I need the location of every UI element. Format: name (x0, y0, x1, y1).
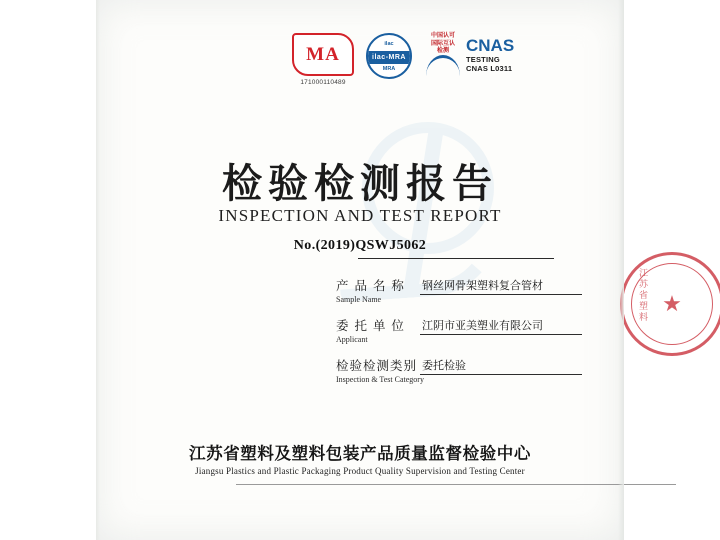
ilac-mra-mark (366, 33, 412, 79)
field-value-sample-name: 钢丝网骨架塑料复合管材 (422, 279, 543, 292)
field-row-category (336, 356, 586, 396)
cnas-testing-label: TESTING (466, 55, 500, 64)
field-list (336, 276, 586, 396)
accreditation-marks (292, 33, 532, 103)
field-label-en: Sample Name (336, 295, 382, 304)
field-row-sample-name (336, 276, 586, 316)
ilac-top-text: ilac (384, 41, 394, 47)
cnas-mark (424, 33, 514, 77)
field-row-applicant (336, 316, 586, 356)
footer-divider (236, 484, 676, 485)
page-title-cn: 检验检测报告 (222, 161, 498, 207)
field-label-en: Applicant (336, 335, 368, 344)
ilac-mra-icon (366, 33, 412, 79)
issuer-name-en: Jiangsu Plastics and Plastic Packaging Product Quality Supervision and Testing Center (195, 466, 525, 476)
ilac-band (366, 51, 412, 64)
field-underline (420, 294, 582, 295)
seal-text: 江苏省塑料 (639, 269, 650, 323)
ilac-bottom-text: MRA (382, 66, 396, 72)
field-label-cn: 产 品 名 称 (336, 278, 405, 293)
field-label-cn: 检验检测类别 (336, 358, 418, 373)
cnas-registration-number: CNAS L0311 (466, 64, 513, 73)
cnas-cn-line3: 检测 (436, 48, 449, 54)
field-label-cn: 委 托 单 位 (336, 318, 405, 333)
ma-label: MA (306, 44, 340, 65)
cnas-cn-line2: 国际互认 (430, 40, 455, 47)
ilac-band-text: ilac-MRA (372, 54, 406, 61)
ma-code: 171000110489 (300, 79, 346, 86)
page-title-en: INSPECTION AND TEST REPORT (218, 206, 502, 225)
field-value-category: 委托检验 (422, 359, 466, 372)
report-number-underline (358, 258, 554, 259)
cnas-symbol-icon (424, 33, 462, 77)
field-label-applicant (336, 316, 420, 344)
field-underline (420, 334, 582, 335)
field-underline (420, 374, 582, 375)
cnas-text-block (466, 37, 514, 73)
issuer-name-cn: 江苏省塑料及塑料包装产品质量监督检验中心 (189, 444, 531, 463)
field-label-sample-name (336, 276, 420, 304)
ma-mark (292, 33, 354, 86)
field-label-en: Inspection & Test Category (336, 375, 424, 384)
cnas-swoosh-icon (426, 55, 460, 76)
field-value-applicant: 江阴市亚美塑业有限公司 (422, 319, 543, 332)
ma-badge-icon (292, 33, 354, 76)
cnas-wordmark: CNAS (466, 36, 515, 55)
report-number: No.(2019)QSWJ5062 (293, 238, 427, 253)
official-seal (620, 252, 720, 356)
seal-star-icon: ★ (662, 291, 682, 316)
cnas-cn-line1: 中国认可 (430, 33, 455, 39)
field-label-category (336, 356, 424, 384)
certificate-sheet (96, 0, 682, 540)
